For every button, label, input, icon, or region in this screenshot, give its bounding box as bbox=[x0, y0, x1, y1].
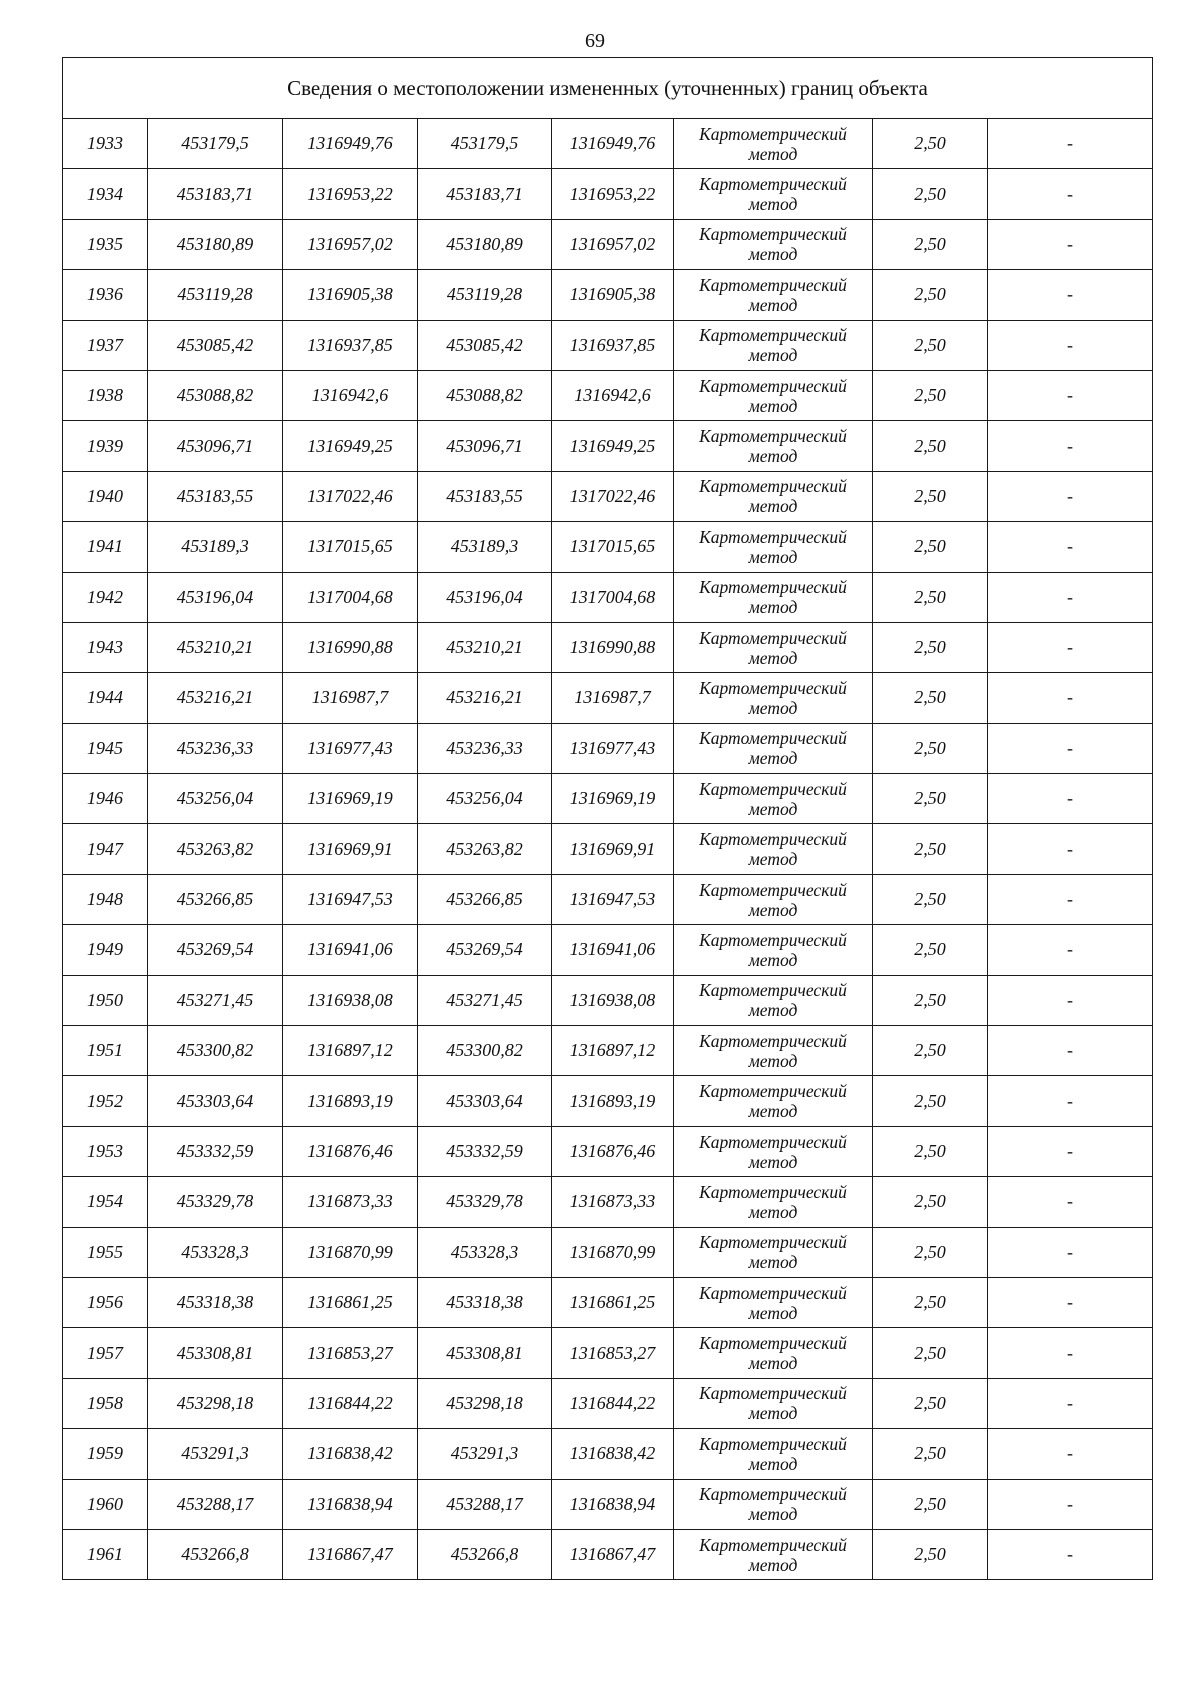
accuracy-cell: 2,50 bbox=[873, 1177, 988, 1227]
method-cell: Картометрический метод bbox=[674, 824, 873, 874]
table-row bbox=[63, 421, 1153, 471]
y-updated-cell: 1316969,19 bbox=[552, 774, 674, 824]
description-cell: - bbox=[988, 874, 1153, 924]
x-existing-cell: 453179,5 bbox=[148, 119, 283, 169]
y-existing-cell: 1316867,47 bbox=[283, 1529, 418, 1579]
description-cell: - bbox=[988, 320, 1153, 370]
point-number-cell: 1959 bbox=[63, 1429, 148, 1479]
y-updated-cell: 1317004,68 bbox=[552, 572, 674, 622]
x-updated-cell: 453085,42 bbox=[418, 320, 552, 370]
accuracy-cell: 2,50 bbox=[873, 1076, 988, 1126]
y-existing-cell: 1317004,68 bbox=[283, 572, 418, 622]
x-existing-cell: 453088,82 bbox=[148, 370, 283, 420]
accuracy-cell: 2,50 bbox=[873, 925, 988, 975]
x-existing-cell: 453196,04 bbox=[148, 572, 283, 622]
description-cell: - bbox=[988, 169, 1153, 219]
x-updated-cell: 453216,21 bbox=[418, 673, 552, 723]
x-existing-cell: 453096,71 bbox=[148, 421, 283, 471]
table-row bbox=[63, 723, 1153, 773]
boundary-coordinates-table bbox=[62, 57, 1153, 1580]
y-existing-cell: 1316897,12 bbox=[283, 1026, 418, 1076]
accuracy-cell: 2,50 bbox=[873, 673, 988, 723]
x-existing-cell: 453329,78 bbox=[148, 1177, 283, 1227]
y-existing-cell: 1316870,99 bbox=[283, 1227, 418, 1277]
point-number-cell: 1952 bbox=[63, 1076, 148, 1126]
method-cell: Картометрический метод bbox=[674, 1479, 873, 1529]
table-row bbox=[63, 1529, 1153, 1579]
point-number-cell: 1946 bbox=[63, 774, 148, 824]
x-existing-cell: 453119,28 bbox=[148, 270, 283, 320]
method-cell: Картометрический метод bbox=[674, 370, 873, 420]
x-existing-cell: 453266,85 bbox=[148, 874, 283, 924]
accuracy-cell: 2,50 bbox=[873, 471, 988, 521]
y-existing-cell: 1316938,08 bbox=[283, 975, 418, 1025]
y-existing-cell: 1316949,25 bbox=[283, 421, 418, 471]
point-number-cell: 1940 bbox=[63, 471, 148, 521]
point-number-cell: 1936 bbox=[63, 270, 148, 320]
y-updated-cell: 1316977,43 bbox=[552, 723, 674, 773]
table-row bbox=[63, 1227, 1153, 1277]
table-row bbox=[63, 673, 1153, 723]
y-updated-cell: 1316990,88 bbox=[552, 622, 674, 672]
description-cell: - bbox=[988, 1429, 1153, 1479]
description-cell: - bbox=[988, 975, 1153, 1025]
y-updated-cell: 1316953,22 bbox=[552, 169, 674, 219]
method-cell: Картометрический метод bbox=[674, 320, 873, 370]
description-cell: - bbox=[988, 1328, 1153, 1378]
y-existing-cell: 1316876,46 bbox=[283, 1126, 418, 1176]
y-updated-cell: 1316838,42 bbox=[552, 1429, 674, 1479]
table-row bbox=[63, 572, 1153, 622]
table-row bbox=[63, 471, 1153, 521]
accuracy-cell: 2,50 bbox=[873, 1328, 988, 1378]
accuracy-cell: 2,50 bbox=[873, 1529, 988, 1579]
x-existing-cell: 453303,64 bbox=[148, 1076, 283, 1126]
method-cell: Картометрический метод bbox=[674, 270, 873, 320]
method-cell: Картометрический метод bbox=[674, 119, 873, 169]
y-existing-cell: 1316977,43 bbox=[283, 723, 418, 773]
description-cell: - bbox=[988, 1126, 1153, 1176]
method-cell: Картометрический метод bbox=[674, 673, 873, 723]
y-updated-cell: 1317015,65 bbox=[552, 522, 674, 572]
point-number-cell: 1953 bbox=[63, 1126, 148, 1176]
method-cell: Картометрический метод bbox=[674, 975, 873, 1025]
x-existing-cell: 453318,38 bbox=[148, 1277, 283, 1327]
x-existing-cell: 453189,3 bbox=[148, 522, 283, 572]
description-cell: - bbox=[988, 1378, 1153, 1428]
point-number-cell: 1938 bbox=[63, 370, 148, 420]
x-existing-cell: 453298,18 bbox=[148, 1378, 283, 1428]
description-cell: - bbox=[988, 1479, 1153, 1529]
description-cell: - bbox=[988, 774, 1153, 824]
table-row bbox=[63, 1076, 1153, 1126]
x-updated-cell: 453189,3 bbox=[418, 522, 552, 572]
table-title-row bbox=[63, 58, 1153, 119]
x-existing-cell: 453216,21 bbox=[148, 673, 283, 723]
page-number: 69 bbox=[585, 30, 605, 52]
x-existing-cell: 453308,81 bbox=[148, 1328, 283, 1378]
point-number-cell: 1939 bbox=[63, 421, 148, 471]
accuracy-cell: 2,50 bbox=[873, 1277, 988, 1327]
x-updated-cell: 453180,89 bbox=[418, 219, 552, 269]
table-row bbox=[63, 1328, 1153, 1378]
y-updated-cell: 1316838,94 bbox=[552, 1479, 674, 1529]
y-existing-cell: 1316949,76 bbox=[283, 119, 418, 169]
description-cell: - bbox=[988, 1227, 1153, 1277]
point-number-cell: 1937 bbox=[63, 320, 148, 370]
x-updated-cell: 453179,5 bbox=[418, 119, 552, 169]
method-cell: Картометрический метод bbox=[674, 421, 873, 471]
point-number-cell: 1947 bbox=[63, 824, 148, 874]
description-cell: - bbox=[988, 673, 1153, 723]
table-row bbox=[63, 1479, 1153, 1529]
description-cell: - bbox=[988, 219, 1153, 269]
method-cell: Картометрический метод bbox=[674, 1277, 873, 1327]
table-row bbox=[63, 1026, 1153, 1076]
x-updated-cell: 453119,28 bbox=[418, 270, 552, 320]
x-existing-cell: 453256,04 bbox=[148, 774, 283, 824]
point-number-cell: 1961 bbox=[63, 1529, 148, 1579]
table-title: Сведения о местоположении измененных (уточненных) границ объекта bbox=[63, 58, 1153, 119]
y-updated-cell: 1316949,76 bbox=[552, 119, 674, 169]
method-cell: Картометрический метод bbox=[674, 1126, 873, 1176]
y-existing-cell: 1316844,22 bbox=[283, 1378, 418, 1428]
description-cell: - bbox=[988, 622, 1153, 672]
accuracy-cell: 2,50 bbox=[873, 874, 988, 924]
y-updated-cell: 1316957,02 bbox=[552, 219, 674, 269]
accuracy-cell: 2,50 bbox=[873, 421, 988, 471]
y-existing-cell: 1316937,85 bbox=[283, 320, 418, 370]
table-row bbox=[63, 1429, 1153, 1479]
x-updated-cell: 453096,71 bbox=[418, 421, 552, 471]
table-row bbox=[63, 522, 1153, 572]
x-updated-cell: 453308,81 bbox=[418, 1328, 552, 1378]
table-row bbox=[63, 169, 1153, 219]
x-existing-cell: 453180,89 bbox=[148, 219, 283, 269]
table-row bbox=[63, 975, 1153, 1025]
method-cell: Картометрический метод bbox=[674, 774, 873, 824]
y-existing-cell: 1316838,94 bbox=[283, 1479, 418, 1529]
y-updated-cell: 1316873,33 bbox=[552, 1177, 674, 1227]
x-existing-cell: 453183,55 bbox=[148, 471, 283, 521]
y-existing-cell: 1316969,91 bbox=[283, 824, 418, 874]
method-cell: Картометрический метод bbox=[674, 522, 873, 572]
table-row bbox=[63, 774, 1153, 824]
point-number-cell: 1934 bbox=[63, 169, 148, 219]
y-updated-cell: 1316893,19 bbox=[552, 1076, 674, 1126]
accuracy-cell: 2,50 bbox=[873, 723, 988, 773]
method-cell: Картометрический метод bbox=[674, 169, 873, 219]
point-number-cell: 1955 bbox=[63, 1227, 148, 1277]
y-existing-cell: 1316838,42 bbox=[283, 1429, 418, 1479]
x-existing-cell: 453210,21 bbox=[148, 622, 283, 672]
accuracy-cell: 2,50 bbox=[873, 824, 988, 874]
x-updated-cell: 453300,82 bbox=[418, 1026, 552, 1076]
y-updated-cell: 1317022,46 bbox=[552, 471, 674, 521]
point-number-cell: 1941 bbox=[63, 522, 148, 572]
description-cell: - bbox=[988, 471, 1153, 521]
y-updated-cell: 1316870,99 bbox=[552, 1227, 674, 1277]
table-row bbox=[63, 320, 1153, 370]
x-updated-cell: 453332,59 bbox=[418, 1126, 552, 1176]
x-updated-cell: 453256,04 bbox=[418, 774, 552, 824]
x-updated-cell: 453298,18 bbox=[418, 1378, 552, 1428]
method-cell: Картометрический метод bbox=[674, 1076, 873, 1126]
table-row bbox=[63, 1378, 1153, 1428]
point-number-cell: 1958 bbox=[63, 1378, 148, 1428]
table-row bbox=[63, 1277, 1153, 1327]
method-cell: Картометрический метод bbox=[674, 572, 873, 622]
table-row bbox=[63, 219, 1153, 269]
method-cell: Картометрический метод bbox=[674, 1429, 873, 1479]
method-cell: Картометрический метод bbox=[674, 1177, 873, 1227]
description-cell: - bbox=[988, 572, 1153, 622]
accuracy-cell: 2,50 bbox=[873, 1126, 988, 1176]
y-existing-cell: 1316969,19 bbox=[283, 774, 418, 824]
description-cell: - bbox=[988, 1026, 1153, 1076]
x-updated-cell: 453291,3 bbox=[418, 1429, 552, 1479]
y-existing-cell: 1316893,19 bbox=[283, 1076, 418, 1126]
y-updated-cell: 1316853,27 bbox=[552, 1328, 674, 1378]
accuracy-cell: 2,50 bbox=[873, 622, 988, 672]
x-updated-cell: 453266,85 bbox=[418, 874, 552, 924]
accuracy-cell: 2,50 bbox=[873, 572, 988, 622]
description-cell: - bbox=[988, 925, 1153, 975]
y-updated-cell: 1316867,47 bbox=[552, 1529, 674, 1579]
x-existing-cell: 453269,54 bbox=[148, 925, 283, 975]
table-row bbox=[63, 622, 1153, 672]
description-cell: - bbox=[988, 723, 1153, 773]
x-existing-cell: 453332,59 bbox=[148, 1126, 283, 1176]
x-updated-cell: 453269,54 bbox=[418, 925, 552, 975]
accuracy-cell: 2,50 bbox=[873, 1227, 988, 1277]
method-cell: Картометрический метод bbox=[674, 925, 873, 975]
description-cell: - bbox=[988, 1177, 1153, 1227]
method-cell: Картометрический метод bbox=[674, 1328, 873, 1378]
description-cell: - bbox=[988, 421, 1153, 471]
point-number-cell: 1951 bbox=[63, 1026, 148, 1076]
method-cell: Картометрический метод bbox=[674, 1227, 873, 1277]
point-number-cell: 1945 bbox=[63, 723, 148, 773]
y-existing-cell: 1316905,38 bbox=[283, 270, 418, 320]
accuracy-cell: 2,50 bbox=[873, 522, 988, 572]
accuracy-cell: 2,50 bbox=[873, 370, 988, 420]
method-cell: Картометрический метод bbox=[674, 1026, 873, 1076]
table-row bbox=[63, 270, 1153, 320]
accuracy-cell: 2,50 bbox=[873, 1026, 988, 1076]
accuracy-cell: 2,50 bbox=[873, 219, 988, 269]
point-number-cell: 1956 bbox=[63, 1277, 148, 1327]
y-updated-cell: 1316969,91 bbox=[552, 824, 674, 874]
method-cell: Картометрический метод bbox=[674, 219, 873, 269]
accuracy-cell: 2,50 bbox=[873, 169, 988, 219]
y-updated-cell: 1316941,06 bbox=[552, 925, 674, 975]
x-updated-cell: 453329,78 bbox=[418, 1177, 552, 1227]
table-row bbox=[63, 874, 1153, 924]
table-body bbox=[63, 58, 1153, 1580]
accuracy-cell: 2,50 bbox=[873, 119, 988, 169]
x-updated-cell: 453236,33 bbox=[418, 723, 552, 773]
description-cell: - bbox=[988, 1529, 1153, 1579]
method-cell: Картометрический метод bbox=[674, 1529, 873, 1579]
x-existing-cell: 453291,3 bbox=[148, 1429, 283, 1479]
x-updated-cell: 453303,64 bbox=[418, 1076, 552, 1126]
y-updated-cell: 1316897,12 bbox=[552, 1026, 674, 1076]
description-cell: - bbox=[988, 824, 1153, 874]
table-row bbox=[63, 824, 1153, 874]
description-cell: - bbox=[988, 1076, 1153, 1126]
description-cell: - bbox=[988, 522, 1153, 572]
x-existing-cell: 453183,71 bbox=[148, 169, 283, 219]
accuracy-cell: 2,50 bbox=[873, 1429, 988, 1479]
accuracy-cell: 2,50 bbox=[873, 975, 988, 1025]
table-row bbox=[63, 1126, 1153, 1176]
point-number-cell: 1933 bbox=[63, 119, 148, 169]
point-number-cell: 1954 bbox=[63, 1177, 148, 1227]
point-number-cell: 1950 bbox=[63, 975, 148, 1025]
x-updated-cell: 453271,45 bbox=[418, 975, 552, 1025]
point-number-cell: 1935 bbox=[63, 219, 148, 269]
y-updated-cell: 1316949,25 bbox=[552, 421, 674, 471]
point-number-cell: 1960 bbox=[63, 1479, 148, 1529]
y-existing-cell: 1316853,27 bbox=[283, 1328, 418, 1378]
y-updated-cell: 1316861,25 bbox=[552, 1277, 674, 1327]
description-cell: - bbox=[988, 1277, 1153, 1327]
method-cell: Картометрический метод bbox=[674, 622, 873, 672]
x-existing-cell: 453263,82 bbox=[148, 824, 283, 874]
accuracy-cell: 2,50 bbox=[873, 1479, 988, 1529]
table-row bbox=[63, 1177, 1153, 1227]
point-number-cell: 1942 bbox=[63, 572, 148, 622]
y-updated-cell: 1316947,53 bbox=[552, 874, 674, 924]
point-number-cell: 1957 bbox=[63, 1328, 148, 1378]
y-updated-cell: 1316905,38 bbox=[552, 270, 674, 320]
y-updated-cell: 1316937,85 bbox=[552, 320, 674, 370]
x-existing-cell: 453288,17 bbox=[148, 1479, 283, 1529]
y-existing-cell: 1316941,06 bbox=[283, 925, 418, 975]
x-updated-cell: 453318,38 bbox=[418, 1277, 552, 1327]
method-cell: Картометрический метод bbox=[674, 723, 873, 773]
y-existing-cell: 1316957,02 bbox=[283, 219, 418, 269]
y-existing-cell: 1317015,65 bbox=[283, 522, 418, 572]
accuracy-cell: 2,50 bbox=[873, 774, 988, 824]
y-existing-cell: 1316942,6 bbox=[283, 370, 418, 420]
y-updated-cell: 1316987,7 bbox=[552, 673, 674, 723]
y-updated-cell: 1316876,46 bbox=[552, 1126, 674, 1176]
y-existing-cell: 1316990,88 bbox=[283, 622, 418, 672]
description-cell: - bbox=[988, 270, 1153, 320]
x-existing-cell: 453085,42 bbox=[148, 320, 283, 370]
y-existing-cell: 1317022,46 bbox=[283, 471, 418, 521]
x-updated-cell: 453210,21 bbox=[418, 622, 552, 672]
x-updated-cell: 453088,82 bbox=[418, 370, 552, 420]
x-updated-cell: 453196,04 bbox=[418, 572, 552, 622]
method-cell: Картометрический метод bbox=[674, 1378, 873, 1428]
x-updated-cell: 453183,71 bbox=[418, 169, 552, 219]
x-updated-cell: 453266,8 bbox=[418, 1529, 552, 1579]
accuracy-cell: 2,50 bbox=[873, 270, 988, 320]
y-existing-cell: 1316987,7 bbox=[283, 673, 418, 723]
method-cell: Картометрический метод bbox=[674, 874, 873, 924]
x-updated-cell: 453183,55 bbox=[418, 471, 552, 521]
y-existing-cell: 1316947,53 bbox=[283, 874, 418, 924]
y-updated-cell: 1316942,6 bbox=[552, 370, 674, 420]
accuracy-cell: 2,50 bbox=[873, 320, 988, 370]
y-existing-cell: 1316953,22 bbox=[283, 169, 418, 219]
x-updated-cell: 453328,3 bbox=[418, 1227, 552, 1277]
accuracy-cell: 2,50 bbox=[873, 1378, 988, 1428]
point-number-cell: 1948 bbox=[63, 874, 148, 924]
x-existing-cell: 453300,82 bbox=[148, 1026, 283, 1076]
y-existing-cell: 1316873,33 bbox=[283, 1177, 418, 1227]
description-cell: - bbox=[988, 370, 1153, 420]
table-row bbox=[63, 925, 1153, 975]
y-updated-cell: 1316844,22 bbox=[552, 1378, 674, 1428]
y-existing-cell: 1316861,25 bbox=[283, 1277, 418, 1327]
description-cell: - bbox=[988, 119, 1153, 169]
y-updated-cell: 1316938,08 bbox=[552, 975, 674, 1025]
point-number-cell: 1944 bbox=[63, 673, 148, 723]
x-existing-cell: 453266,8 bbox=[148, 1529, 283, 1579]
x-updated-cell: 453263,82 bbox=[418, 824, 552, 874]
x-existing-cell: 453328,3 bbox=[148, 1227, 283, 1277]
x-updated-cell: 453288,17 bbox=[418, 1479, 552, 1529]
method-cell: Картометрический метод bbox=[674, 471, 873, 521]
table-row bbox=[63, 119, 1153, 169]
table-row bbox=[63, 370, 1153, 420]
x-existing-cell: 453271,45 bbox=[148, 975, 283, 1025]
point-number-cell: 1949 bbox=[63, 925, 148, 975]
point-number-cell: 1943 bbox=[63, 622, 148, 672]
x-existing-cell: 453236,33 bbox=[148, 723, 283, 773]
